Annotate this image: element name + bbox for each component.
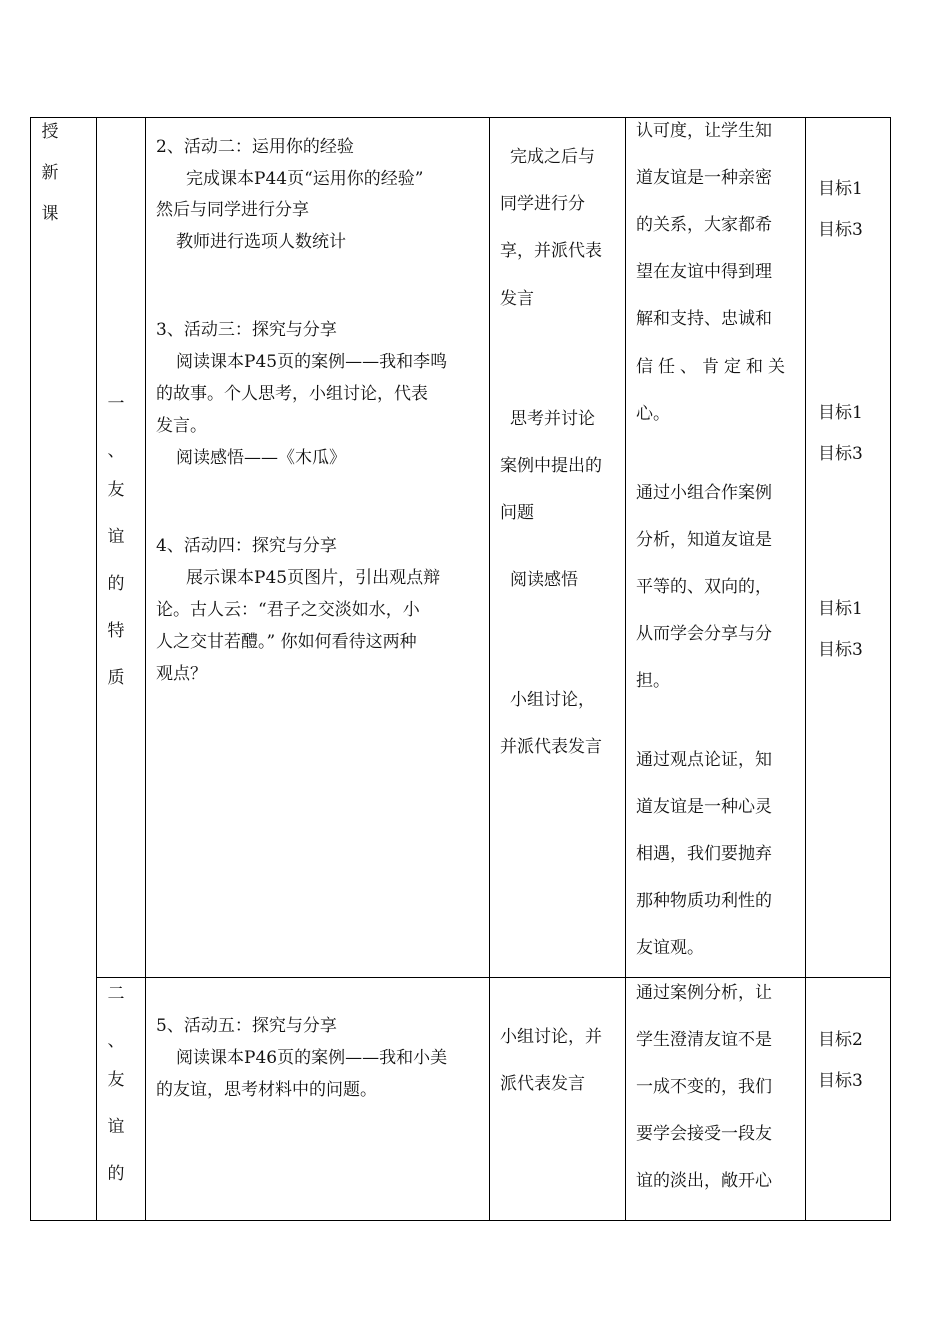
column-divider-5 — [805, 117, 806, 1221]
student-activity-line: 同学进行分 — [500, 194, 585, 214]
table-left-border — [30, 117, 31, 1221]
activity-line: 完成课本P44页“运用你的经验” — [186, 169, 424, 189]
design-intent-line: 望在友谊中得到理 — [636, 262, 772, 282]
part1-title-char: 的 — [107, 574, 125, 594]
activity-line: 的友谊，思考材料中的问题。 — [156, 1080, 377, 1100]
part2-title-char: 友 — [107, 1070, 125, 1090]
design-intent-line: 从而学会分享与分 — [636, 624, 772, 644]
part1-title-char: 友 — [107, 480, 125, 500]
design-intent-line: 那种物质功利性的 — [636, 891, 772, 911]
goal-label: 目标3 — [818, 220, 863, 240]
student-activity-line: 案例中提出的 — [500, 456, 602, 476]
student-activity-line: 小组讨论，并 — [500, 1027, 602, 1047]
part1-title-char: 谊 — [107, 527, 125, 547]
activity-line: 观点？ — [156, 664, 207, 684]
design-intent-line: 学生澄清友谊不是 — [636, 1030, 772, 1050]
design-intent-line: 一成不变的，我们 — [636, 1077, 772, 1097]
part2-title-char: 的 — [107, 1164, 125, 1184]
section-label-char: 授 — [41, 122, 59, 142]
table-bottom-border — [30, 1220, 891, 1221]
activity-line: 4、活动四：探究与分享 — [156, 536, 337, 556]
column-divider-4 — [625, 117, 626, 1221]
design-intent-line: 友谊观。 — [636, 938, 704, 958]
section-label-char: 课 — [41, 204, 59, 224]
column-divider-1 — [96, 117, 97, 1221]
activity-line: 发言。 — [156, 416, 207, 436]
design-intent-line: 担。 — [636, 671, 670, 691]
goal-label: 目标3 — [818, 640, 863, 660]
part2-title-char: 、 — [107, 1031, 125, 1051]
section-label-char: 新 — [41, 163, 59, 183]
goal-label: 目标1 — [818, 599, 863, 619]
student-activity-line: 完成之后与 — [510, 147, 595, 167]
part1-title-char: 、 — [107, 441, 125, 461]
part2-title-char: 谊 — [107, 1117, 125, 1137]
student-activity-line: 并派代表发言 — [500, 737, 602, 757]
design-intent-line: 通过观点论证，知 — [636, 750, 772, 770]
part1-title-char: 一 — [107, 394, 125, 414]
activity-line: 教师进行选项人数统计 — [176, 232, 346, 252]
design-intent-line: 认可度，让学生知 — [636, 121, 772, 141]
goal-label: 目标2 — [818, 1030, 863, 1050]
table-row-divider — [96, 977, 891, 978]
design-intent-line: 通过案例分析，让 — [636, 983, 772, 1003]
student-activity-line: 小组讨论， — [510, 690, 595, 710]
goal-label: 目标1 — [818, 403, 863, 423]
activity-line: 3、活动三：探究与分享 — [156, 320, 337, 340]
activity-line: 阅读课本P45页的案例——我和李鸣 — [176, 352, 448, 372]
design-intent-line: 谊的淡出，敞开心 — [636, 1171, 772, 1191]
design-intent-line: 相遇，我们要抛弃 — [636, 844, 772, 864]
activity-line: 2、活动二：运用你的经验 — [156, 137, 354, 157]
activity-line: 5、活动五：探究与分享 — [156, 1016, 337, 1036]
column-divider-3 — [489, 117, 490, 1221]
activity-line: 展示课本P45页图片，引出观点辩 — [186, 568, 441, 588]
student-activity-line: 问题 — [500, 503, 534, 523]
student-activity-line: 阅读感悟 — [510, 570, 578, 590]
student-activity-line: 思考并讨论 — [510, 409, 595, 429]
student-activity-line: 发言 — [500, 289, 534, 309]
design-intent-line: 解和支持、忠诚和 — [636, 309, 772, 329]
table-top-border — [30, 117, 891, 118]
design-intent-line: 的关系，大家都希 — [636, 215, 772, 235]
student-activity-line: 享，并派代表 — [500, 241, 602, 261]
design-intent-line: 分析，知道友谊是 — [636, 530, 772, 550]
design-intent-line: 要学会接受一段友 — [636, 1124, 772, 1144]
goal-label: 目标3 — [818, 1071, 863, 1091]
activity-line: 人之交甘若醴。” 你如何看待这两种 — [156, 632, 417, 652]
table-right-border — [890, 117, 891, 1221]
goal-label: 目标3 — [818, 444, 863, 464]
design-intent-line: 心。 — [636, 404, 670, 424]
goal-label: 目标1 — [818, 179, 863, 199]
column-divider-2 — [145, 117, 146, 1221]
activity-line: 论。古人云：“君子之交淡如水，小 — [156, 600, 420, 620]
design-intent-line: 道友谊是一种心灵 — [636, 797, 772, 817]
student-activity-line: 派代表发言 — [500, 1074, 585, 1094]
part1-title-char: 质 — [107, 668, 125, 688]
design-intent-line: 道友谊是一种亲密 — [636, 168, 772, 188]
activity-line: 然后与同学进行分享 — [156, 200, 309, 220]
activity-line: 阅读感悟——《木瓜》 — [176, 448, 346, 468]
part2-title-char: 二 — [107, 984, 125, 1004]
activity-line: 阅读课本P46页的案例——我和小美 — [176, 1048, 448, 1068]
design-intent-line: 信任、肯定和关 — [636, 357, 790, 377]
design-intent-line: 平等的、双向的， — [636, 577, 772, 597]
activity-line: 的故事。个人思考，小组讨论，代表 — [156, 384, 428, 404]
design-intent-line: 通过小组合作案例 — [636, 483, 772, 503]
part1-title-char: 特 — [107, 621, 125, 641]
